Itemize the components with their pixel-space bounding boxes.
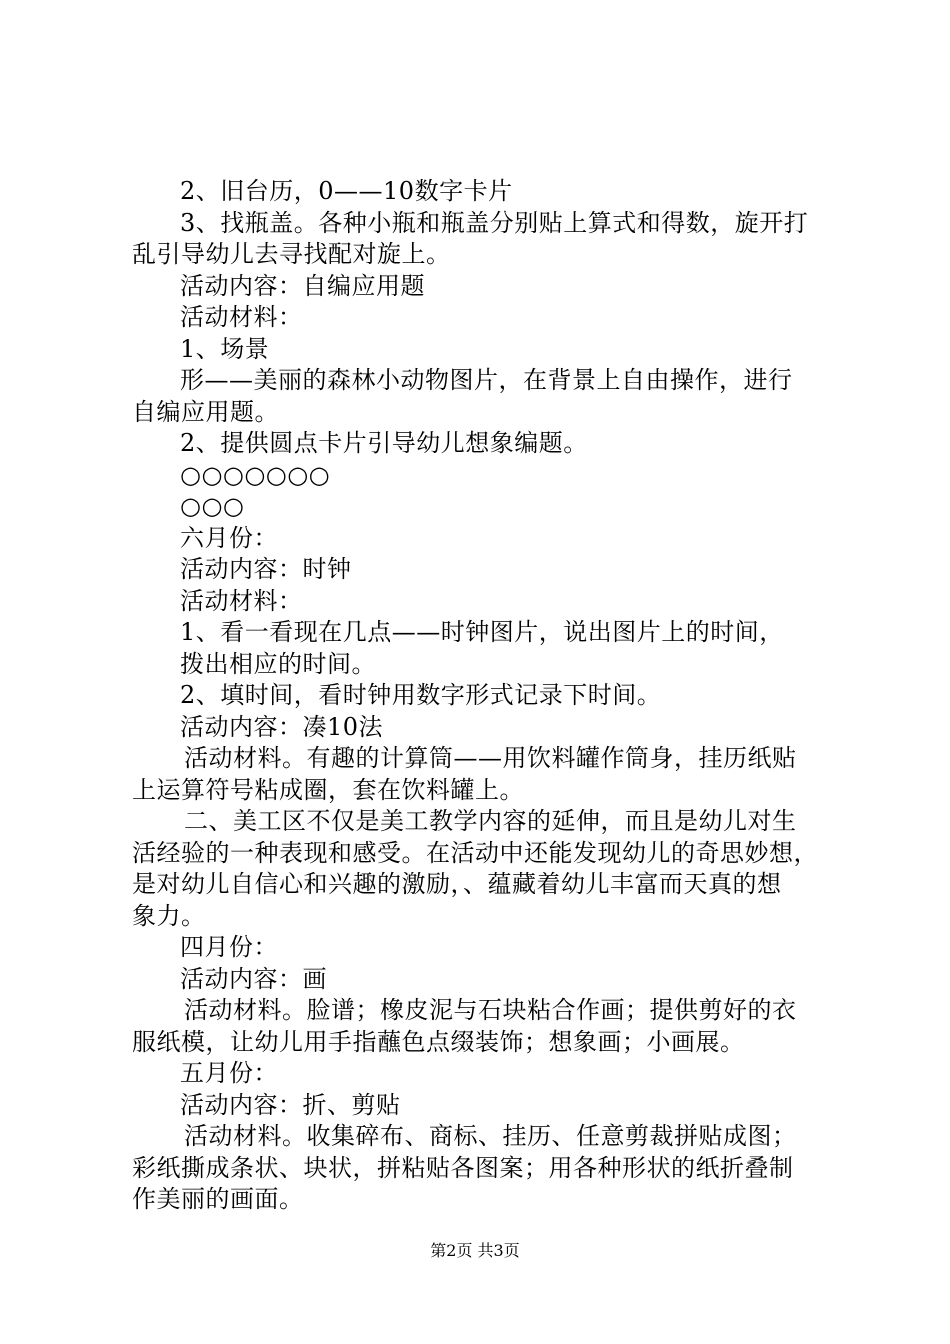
paragraph-line: 活动材料： (180, 303, 303, 331)
paragraph-line: 作美丽的画面。 (132, 1185, 304, 1213)
paragraph-line: 六月份： (180, 523, 278, 552)
page-footer: 第2页 共3页 (430, 1241, 520, 1260)
paragraph-line: 二、美工区不仅是美工教学内容的延伸，而且是幼儿对生 (184, 807, 797, 835)
paragraph-line: 活动材料。有趣的计算筒——用饮料罐作筒身，挂历纸贴 (184, 744, 797, 772)
paragraph-line: 四月份： (180, 933, 278, 961)
paragraph-line: 2、提供圆点卡片引导幼儿想象编题。 (180, 429, 588, 457)
paragraph-line: 自编应用题。 (132, 397, 279, 426)
paragraph-line: 活动内容：自编应用题 (180, 271, 425, 300)
paragraph-line: 活动内容：折、剪贴 (180, 1090, 401, 1119)
paragraph-line: 活动材料。脸谱；橡皮泥与石块粘合作画；提供剪好的衣 (184, 996, 797, 1024)
paragraph-line: 乱引导幼儿去寻找配对旋上。 (132, 240, 451, 268)
paragraph-line: 是对幼儿自信心和兴趣的激励，、蕴藏着幼儿丰富而天真的想 (132, 870, 782, 898)
paragraph-line: 活动材料。收集碎布、商标、挂历、任意剪裁拼贴成图； (184, 1122, 797, 1150)
paragraph-line: 3、找瓶盖。各种小瓶和瓶盖分别贴上算式和得数，旋开打 (180, 208, 809, 237)
paragraph-line: ○○○ (180, 492, 245, 520)
paragraph-line: 彩纸撕成条状、块状，拼粘贴各图案；用各种形状的纸折叠制 (132, 1153, 794, 1182)
paragraph-line: 象力。 (132, 901, 206, 930)
paragraph-line: 拨出相应的时间。 (180, 649, 376, 678)
paragraph-line: 活动材料： (180, 586, 303, 615)
paragraph-line: 五月份： (180, 1059, 278, 1087)
paragraph-line: 1、看一看现在几点——时钟图片，说出图片上的时间， (180, 618, 784, 646)
document-body (132, 176, 832, 1216)
paragraph-line: ○○○○○○○ (180, 460, 331, 489)
paragraph-line: 活动内容：时钟 (180, 555, 352, 583)
paragraph-line: 2、旧台历，0——10数字卡片 (180, 177, 513, 205)
paragraph-line: 活经验的一种表现和感受。在活动中还能发现幼儿的奇思妙想， (132, 838, 818, 867)
paragraph-line: 2、填时间，看时钟用数字形式记录下时间。 (180, 681, 662, 709)
paragraph-line: 活动内容：凑10法 (180, 712, 384, 741)
paragraph-line: 形——美丽的森林小动物图片，在背景上自由操作，进行 (180, 366, 793, 394)
paragraph-line: 服纸模，让幼儿用手指蘸色点缀装饰；想象画；小画展。 (132, 1027, 745, 1056)
paragraph-line: 1、场景 (180, 334, 270, 363)
paragraph-line: 上运算符号粘成圈，套在饮料罐上。 (132, 775, 524, 804)
paragraph-line: 活动内容：画 (180, 964, 327, 993)
